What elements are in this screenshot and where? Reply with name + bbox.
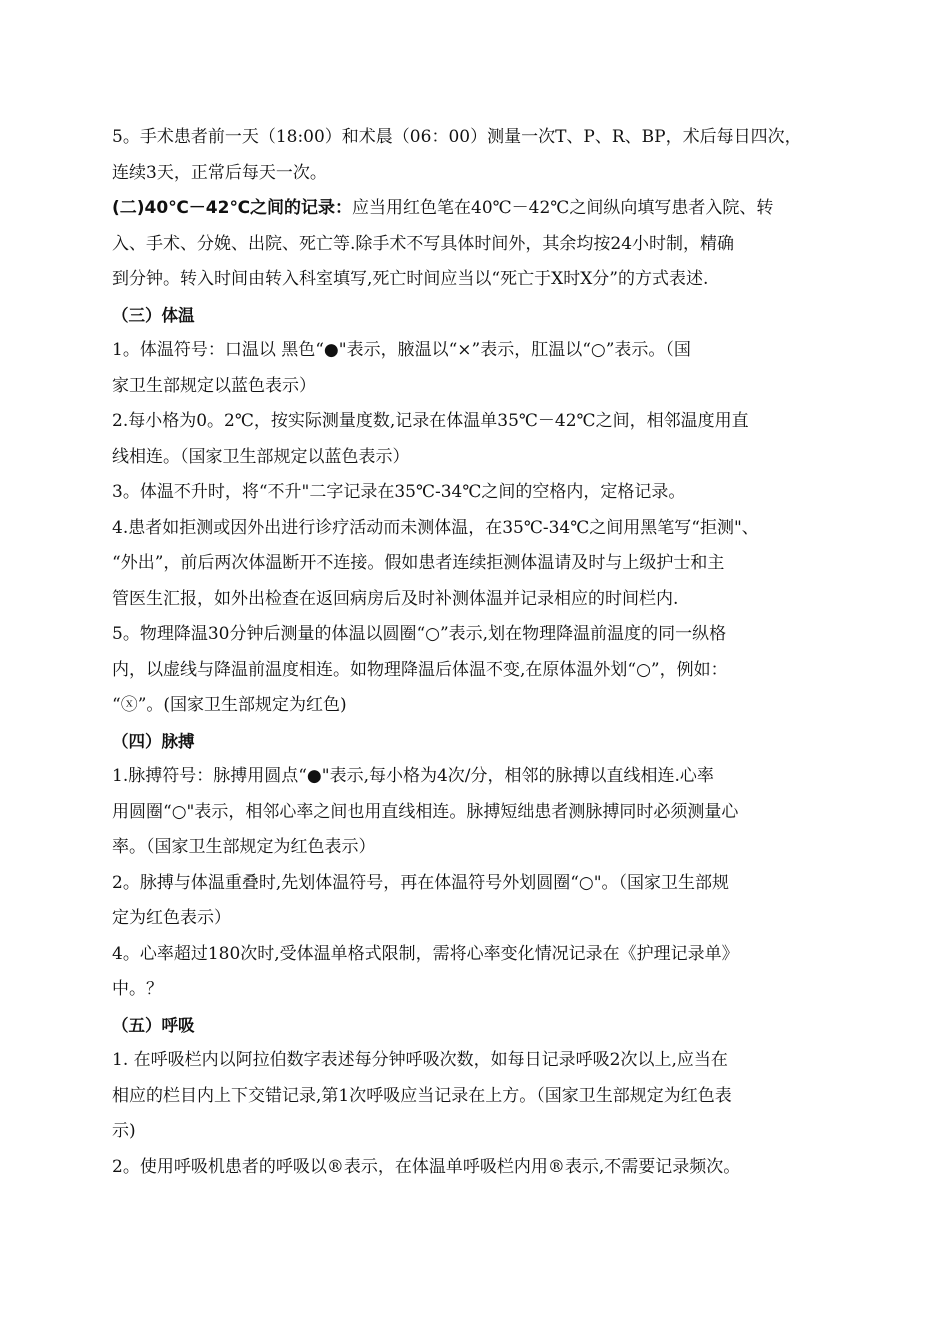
text-line: 入、手术、分娩、出院、死亡等.除手术不写具体时间外，其余均按24小时制，精确 xyxy=(112,233,735,254)
section-2-first-line xyxy=(112,191,852,227)
text-line: 3。体温不升时，将“不升"二字记录在35℃-34℃之间的空格内，定格记录。 xyxy=(112,482,686,502)
text-line: 1. 在呼吸栏内以阿拉伯数字表述每分钟呼吸次数，如每日记录呼吸2次以上,应当在 xyxy=(112,1050,728,1070)
text-line: 相应的栏目内上下交错记录,第1次呼吸应当记录在上方。（国家卫生部规定为红色表 xyxy=(112,1085,732,1106)
section-heading-respiration: （五）呼吸 xyxy=(112,1015,195,1035)
text-line: 1。体温符号：口温以 黑色“●"表示，腋温以“×”表示，肛温以“○”表示。（国 xyxy=(112,340,691,360)
text-line: 连续3天，正常后每天一次。 xyxy=(112,162,327,183)
section-2-text: 应当用红色笔在40℃－42℃之间纵向填写患者入院、转 xyxy=(352,198,774,218)
text-line: 2.每小格为0。2℃，按实际测量度数,记录在体温单35℃－42℃之间，相邻温度用直 xyxy=(112,411,749,431)
section-2-heading: (二)40℃－42℃之间的记录： xyxy=(112,198,353,218)
text-line: “外出”，前后两次体温断开不连接。假如患者连续拒测体温请及时与上级护士和主 xyxy=(112,553,725,573)
text-line: 4。心率超过180次时,受体温单格式限制，需将心率变化情况记录在《护理记录单》 xyxy=(112,943,739,964)
text-line: 5。物理降温30分钟后测量的体温以圆圈“○”表示,划在物理降温前温度的同一纵格 xyxy=(112,624,727,644)
text-line: “ⓧ”。(国家卫生部规定为红色) xyxy=(112,695,347,715)
text-line: 用圆圈“○"表示，相邻心率之间也用直线相连。脉搏短绌患者测脉搏同时必须测量心 xyxy=(112,801,739,822)
text-line: 率。（国家卫生部规定为红色表示） xyxy=(112,837,376,857)
text-line: 1.脉搏符号：脉搏用圆点“●"表示,每小格为4次/分，相邻的脉搏以直线相连.心率 xyxy=(112,766,714,786)
section-heading-temperature: （三）体温 xyxy=(112,305,195,325)
text-line: 4.患者如拒测或因外出进行诊疗活动而未测体温，在35℃-34℃之间用黑笔写“拒测"、 xyxy=(112,517,759,538)
text-line: 5。手术患者前一天（18:00）和术晨（06：00）测量一次T、P、R、BP，术后每日四次， xyxy=(112,127,802,147)
text-line: 2。脉搏与体温重叠时,先划体温符号，再在体温符号外划圆圈“○"。（国家卫生部规 xyxy=(112,872,730,893)
text-line: 管医生汇报，如外出检查在返回病房后及时补测体温并记录相应的时间栏内. xyxy=(112,588,679,609)
text-line: 到分钟。转入时间由转入科室填写,死亡时间应当以“死亡于X时X分”的方式表述. xyxy=(112,269,709,289)
text-line: 线相连。（国家卫生部规定以蓝色表示） xyxy=(112,446,410,467)
section-heading-pulse: （四）脉搏 xyxy=(112,731,195,751)
text-line: 中。？ xyxy=(112,979,163,999)
text-line: 示) xyxy=(112,1121,136,1141)
text-line: 2。使用呼吸机患者的呼吸以®表示，在体温单呼吸栏内用®表示,不需要记录频次。 xyxy=(112,1156,741,1177)
text-line: 内，以虚线与降温前温度相连。如物理降温后体温不变,在原体温外划“○”，例如： xyxy=(112,659,728,680)
text-line: 定为红色表示） xyxy=(112,908,231,928)
document-page xyxy=(112,120,852,1185)
text-line: 家卫生部规定以蓝色表示） xyxy=(112,375,316,396)
